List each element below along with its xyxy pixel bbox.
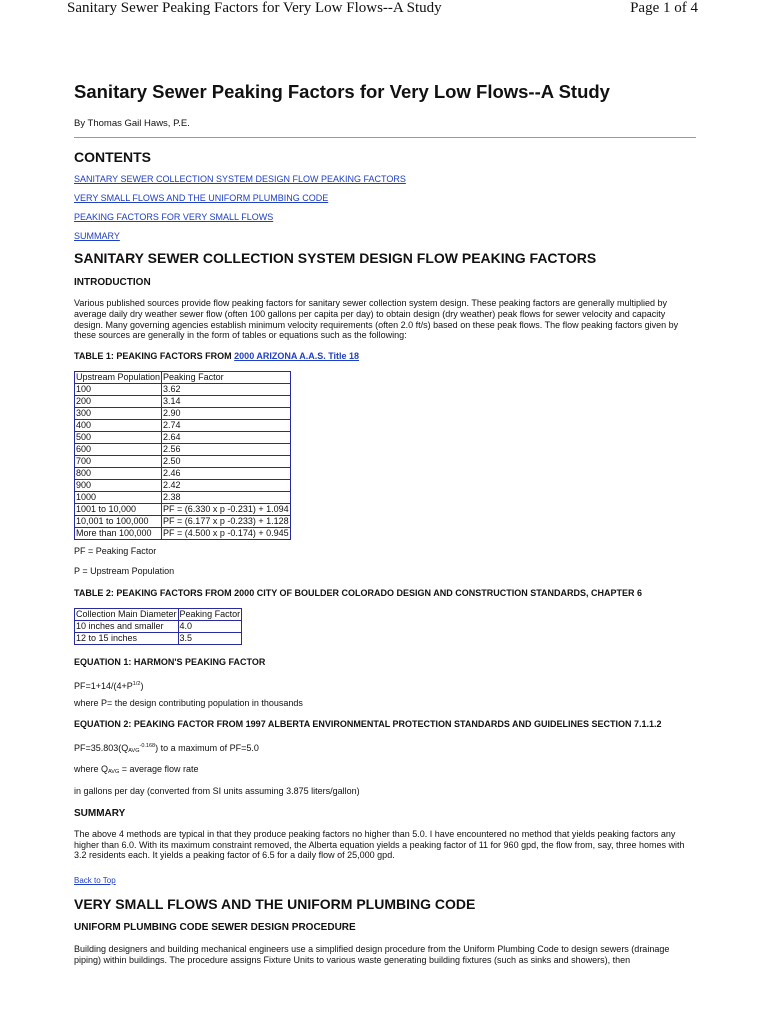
table-cell: 4.0 — [178, 620, 242, 632]
table-cell: 100 — [75, 384, 162, 396]
table-cell: 600 — [75, 444, 162, 456]
table-cell: PF = (6.330 x p -0.231) + 1.094 — [163, 504, 289, 515]
column-header: Upstream Population — [76, 372, 161, 383]
column-header: Peaking Factor — [179, 609, 241, 620]
table-cell: 1001 to 10,000 — [75, 504, 162, 516]
table-cell: PF = (6.177 x p -0.233) + 1.128 — [163, 516, 289, 527]
table-cell: More than 100,000 — [75, 528, 162, 540]
equation2-where-rest: = average flow rate — [119, 764, 199, 775]
equation1-where: where P= the design contributing population in thousands — [74, 697, 303, 708]
table-row — [75, 384, 291, 396]
table-row — [75, 516, 291, 528]
table-cell: 3.14 — [162, 396, 291, 408]
table-cell: 400 — [75, 420, 162, 432]
toc-link-uniform-plumbing-code[interactable]: VERY SMALL FLOWS AND THE UNIFORM PLUMBING CODE — [74, 193, 329, 203]
equation2-where-text: where Q — [74, 764, 109, 775]
table-row — [75, 492, 291, 504]
equation2-where-subscript: AVG — [108, 769, 120, 776]
table-cell: 2.38 — [162, 492, 291, 504]
toc-link-summary[interactable]: SUMMARY — [74, 231, 120, 241]
table1-caption-text: TABLE 1: PEAKING FACTORS FROM — [74, 351, 235, 362]
table-cell: 12 to 15 inches — [75, 632, 179, 644]
table-row — [75, 468, 291, 480]
equation1 — [74, 679, 694, 692]
upc-procedure-heading: UNIFORM PLUMBING CODE SEWER DESIGN PROCEDURE — [74, 922, 356, 934]
table-cell: 2.74 — [162, 420, 291, 432]
table-cell: 800 — [75, 468, 162, 480]
document-title: Sanitary Sewer Peaking Factors for Very Low Flows--A Study — [74, 81, 610, 102]
p-definition: P = Upstream Population — [74, 565, 175, 576]
equation2 — [74, 741, 694, 757]
table-row — [75, 396, 291, 408]
table-cell: 700 — [75, 456, 162, 468]
table-cell: 3.62 — [162, 384, 291, 396]
summary-heading: SUMMARY — [74, 807, 126, 819]
equation1-base: PF=1+14/(4+P — [74, 680, 133, 691]
table-cell: 3.5 — [178, 632, 242, 644]
equation2-heading: EQUATION 2: PEAKING FACTOR FROM 1997 ALBERTA ENVIRONMENTAL PROTECTION STANDARDS AND GUIDELINES SECTION 7.1.1.2 — [74, 719, 662, 730]
table-cell: 10,001 to 100,000 — [75, 516, 162, 528]
section2-heading: VERY SMALL FLOWS AND THE UNIFORM PLUMBING CODE — [74, 896, 476, 913]
table-cell: 2.50 — [162, 456, 291, 468]
equation2-base: PF=35.803(Q — [74, 743, 129, 754]
equation1-close: ) — [140, 680, 144, 691]
introduction-heading: INTRODUCTION — [74, 277, 151, 288]
table-row — [75, 632, 242, 644]
equation2-exponent: -0.168 — [139, 743, 156, 750]
table2-caption: TABLE 2: PEAKING FACTORS FROM 2000 CITY OF BOULDER COLORADO DESIGN AND CONSTRUCTION STANDARDS, CHAPTER 6 — [74, 587, 643, 598]
upc-procedure-paragraph: Building designers and building mechanical engineers use a simplified design procedure from the Uniform Plumbing Code to design sewers (drainage piping) within buildings. The procedure assigns Fixture Units to various waste generating building fixtures (such as sinks and showers), then — [74, 944, 670, 965]
table-cell: 2.56 — [162, 444, 291, 456]
table-row — [75, 432, 291, 444]
contents-heading: CONTENTS — [74, 149, 151, 165]
column-header: Collection Main Diameter — [76, 609, 177, 620]
table-cell: 2.90 — [162, 408, 291, 420]
toc-link-very-small-flows[interactable]: PEAKING FACTORS FOR VERY SMALL FLOWS — [74, 212, 274, 222]
arizona-title18-link[interactable]: 2000 ARIZONA A.A.S. Title 18 — [234, 351, 360, 362]
table-header-row — [75, 608, 242, 620]
table-row — [75, 480, 291, 492]
section1-heading: SANITARY SEWER COLLECTION SYSTEM DESIGN FLOW PEAKING FACTORS — [74, 250, 597, 266]
column-header: Peaking Factor — [162, 372, 291, 384]
title-divider — [74, 137, 696, 138]
table-of-contents — [74, 174, 694, 241]
equation1-exponent: 1/2 — [132, 680, 141, 687]
table-row — [75, 444, 291, 456]
table-cell: PF = (4.500 x p -0.174) + 0.945 — [163, 528, 289, 539]
table-cell: 200 — [75, 396, 162, 408]
table-cell: 2.42 — [162, 480, 291, 492]
equation2-where — [74, 764, 694, 778]
toc-link-collection-system[interactable]: SANITARY SEWER COLLECTION SYSTEM DESIGN FLOW PEAKING FACTORS — [74, 174, 406, 184]
equation2-subscript: AVG — [128, 748, 140, 755]
table-cell: 10 inches and smaller — [75, 620, 179, 632]
equation1-heading: EQUATION 1: HARMON'S PEAKING FACTOR — [74, 656, 266, 667]
equation2-units-note: in gallons per day (converted from SI units assuming 3.875 liters/gallon) — [74, 785, 360, 796]
table-row — [75, 504, 291, 516]
table-row — [75, 528, 291, 540]
page-number: Page 1 of 4 — [630, 0, 698, 16]
table-cell: 500 — [75, 432, 162, 444]
table-cell: 2.46 — [162, 468, 291, 480]
table-cell: 1000 — [75, 492, 162, 504]
table-row — [75, 620, 242, 632]
equation2-rest: ) to a maximum of PF=5.0 — [155, 743, 259, 754]
table-row — [75, 408, 291, 420]
table-cell: 900 — [75, 480, 162, 492]
table1-peaking-factors — [74, 371, 291, 540]
summary-paragraph: The above 4 methods are typical in that they produce peaking factors no higher than 5.0. I have encountered no method that yields peaking factors any higher than 6.0. With its maximum constraint removed, the Alberta equation yields a peaking factor of 11 for 960 gpd, the flow from, say, three homes with 3.2 residents each. It yields a peaking factor of 6.5 for a daily flow of 25,000 gpd. — [74, 828, 685, 861]
back-to-top-link[interactable]: Back to Top — [74, 876, 116, 886]
table2-peaking-factors — [74, 608, 242, 645]
pf-definition: PF = Peaking Factor — [74, 546, 157, 557]
header-title: Sanitary Sewer Peaking Factors for Very Low Flows--A Study — [67, 0, 442, 16]
introduction-paragraph: Various published sources provide flow peaking factors for sanitary sewer collection system design. These peaking factors are generally multiplied by average daily dry weather sewer flow (often 100 gallons per capita per day) to obtain design (dry weather) peak flows for sewer velocity and capacity design. Many governing agencies establish minimum velocity requirements (often 2.0 ft/s) based on these peak flows. The flow peaking factors given by these sources are generally in the form of tables or equations such as the following: — [74, 298, 679, 341]
table-row — [75, 456, 291, 468]
table1-caption — [74, 349, 694, 363]
table-header-row — [75, 372, 291, 384]
table-cell: 2.64 — [162, 432, 291, 444]
author-byline: By Thomas Gail Haws, P.E. — [74, 118, 190, 129]
table-cell: 300 — [75, 408, 162, 420]
document-body — [74, 80, 694, 966]
table-row — [75, 420, 291, 432]
page-header — [0, 0, 768, 24]
